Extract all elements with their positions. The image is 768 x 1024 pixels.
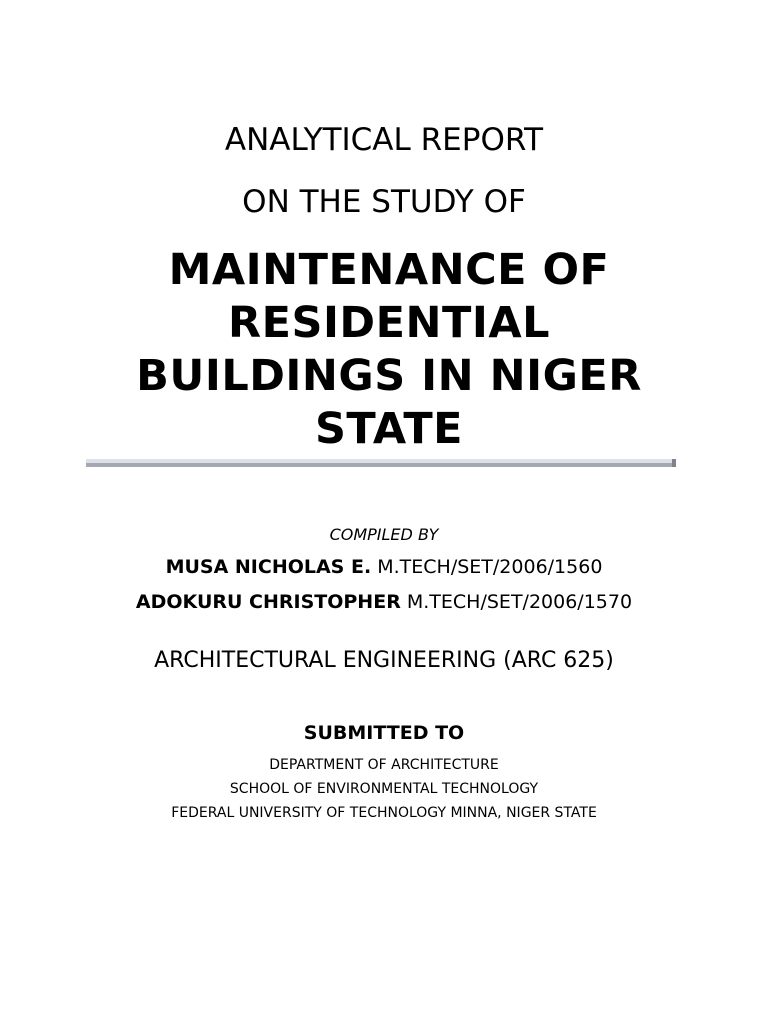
department-name: DEPARTMENT OF ARCHITECTURE [269, 757, 499, 773]
author-reg-number: M.TECH/SET/2006/1570 [406, 591, 633, 613]
report-type-heading: ANALYTICAL REPORT [224, 122, 544, 158]
university-name: FEDERAL UNIVERSITY OF TECHNOLOGY MINNA, NIGER STATE [171, 805, 597, 821]
school-name: SCHOOL OF ENVIRONMENTAL TECHNOLOGY [229, 781, 539, 797]
author-line [0, 556, 768, 578]
report-title: MAINTENANCE OF RESIDENTIAL BUILDINGS IN NIGER STATE [136, 245, 642, 454]
author-reg-number: M.TECH/SET/2006/1560 [377, 556, 603, 578]
author-line [0, 591, 768, 613]
author-name: MUSA NICHOLAS E. [165, 556, 372, 578]
submitted-to-label: SUBMITTED TO [303, 722, 465, 744]
title-divider [86, 459, 676, 467]
author-name: ADOKURU CHRISTOPHER [135, 591, 401, 613]
compiled-by-label: COMPILED BY [329, 525, 439, 544]
course-name: ARCHITECTURAL ENGINEERING (ARC 625) [154, 648, 614, 673]
title-divider-end [672, 459, 676, 467]
report-subheading: ON THE STUDY OF [242, 184, 526, 220]
